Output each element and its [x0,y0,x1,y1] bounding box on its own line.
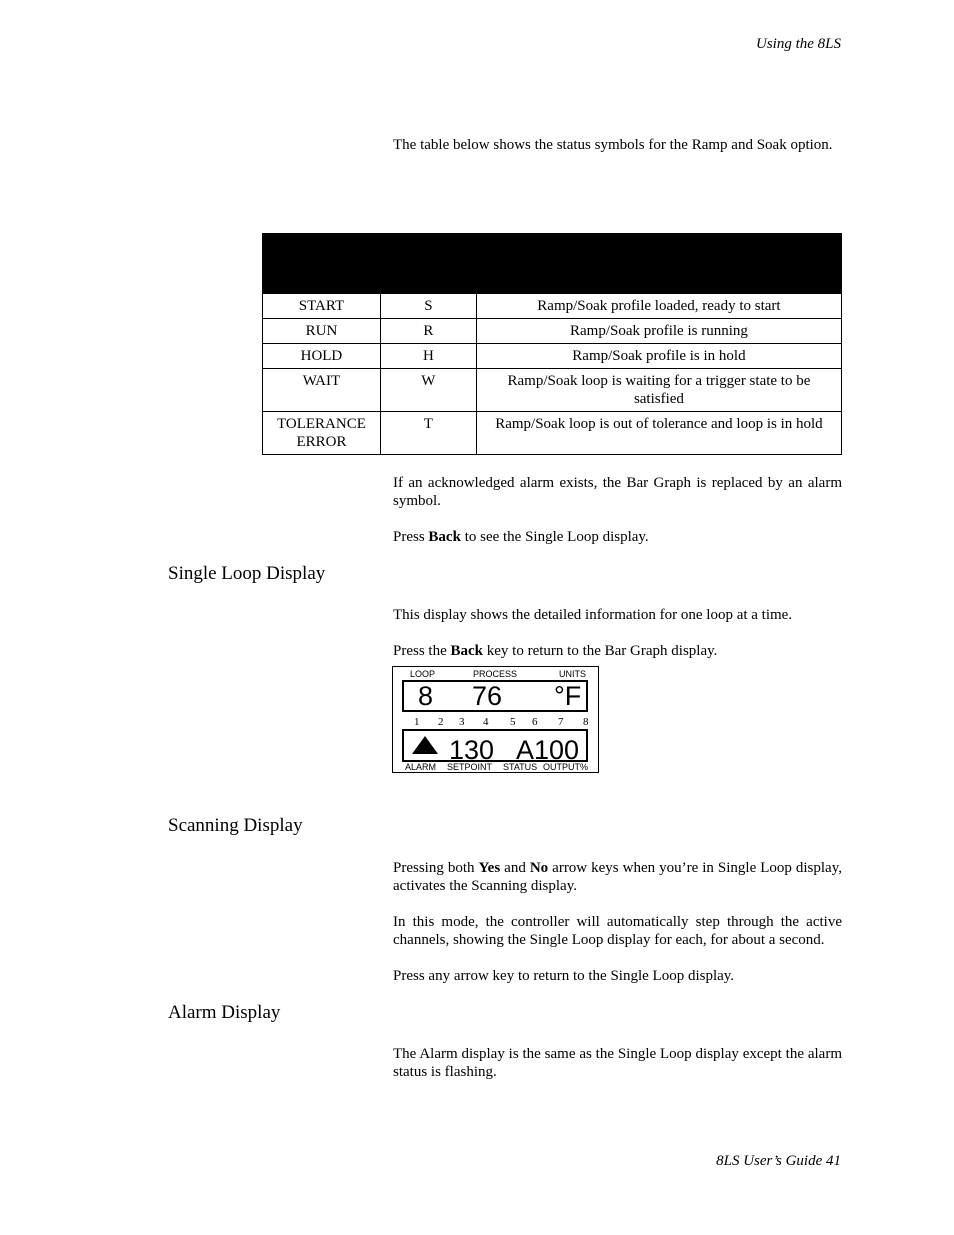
symbol-cell: W [380,369,476,412]
status-label: STATUS [503,762,538,772]
scanning-paragraph-1: Pressing both Yes and No arrow keys when you’re in Single Loop display, activates the Scanning display. [393,860,842,894]
symbol-cell: T [380,412,476,455]
press-back-paragraph: Press Back to see the Single Loop display. [393,529,649,545]
single-loop-lcd-figure [392,666,599,773]
setpoint-label: SETPOINT [447,762,493,772]
setpoint-value-readout: 130 [449,735,495,762]
single-loop-paragraph: This display shows the detailed information for one loop at a time. [393,607,793,623]
single-loop-heading: Single Loop Display [168,563,326,584]
alarm-display-heading: Alarm Display [168,1002,281,1023]
alarm-triangle-icon [412,736,438,754]
process-readout-box [402,680,588,712]
description-cell: Ramp/Soak loop is out of tolerance and loop is in hold [476,412,841,455]
alarm-display-paragraph: The Alarm display is the same as the Single Loop display except the alarm status is flashing. [393,1046,842,1080]
symbol-cell: R [380,319,476,344]
status-cell: HOLD [263,344,381,369]
table-row [263,319,842,344]
table-row [263,412,842,455]
units-label: UNITS [559,669,586,679]
page-footer: 8LS User’s Guide 41 [716,1153,841,1169]
channel-number: 8 [583,716,589,728]
status-cell: WAIT [263,369,381,412]
table-header-cell [380,234,476,294]
loop-label: LOOP [410,669,436,679]
description-cell: Ramp/Soak loop is waiting for a trigger state to be satisfied [476,369,841,412]
status-cell: START [263,294,381,319]
loop-number-readout: 8 [418,681,434,711]
channel-number: 3 [459,716,465,728]
setpoint-readout-box [402,729,588,762]
description-cell: Ramp/Soak profile is running [476,319,841,344]
intro-paragraph: The table below shows the status symbols for the Ramp and Soak option. [393,137,833,153]
symbol-cell: S [380,294,476,319]
scanning-heading: Scanning Display [168,815,303,836]
table-row [263,294,842,319]
page-header: Using the 8LS [755,36,841,52]
scanning-paragraph-2: In this mode, the controller will automatically step through the active channels, showing the Single Loop display for each, for about a second. [393,914,842,948]
channel-number: 1 [414,716,420,728]
status-cell: RUN [263,319,381,344]
single-loop-back-paragraph: Press the Back key to return to the Bar Graph display. [393,643,718,659]
process-value-readout: 76 [472,681,503,711]
output-label: OUTPUT% [543,762,588,772]
description-cell: Ramp/Soak profile is in hold [476,344,841,369]
channel-number: 7 [558,716,564,728]
status-symbol-table [262,233,842,455]
channel-number: 2 [438,716,444,728]
table-row [263,344,842,369]
table-header-row [263,234,842,294]
units-readout: °F [554,681,582,711]
table-row [263,369,842,412]
status-output-readout: A100 [516,735,580,762]
alarm-label: ALARM [405,762,437,772]
channel-number: 6 [532,716,538,728]
channel-number: 5 [510,716,516,728]
status-cell: TOLERANCE ERROR [263,412,381,455]
alarm-note-paragraph: If an acknowledged alarm exists, the Bar Graph is replaced by an alarm symbol. [393,475,842,509]
description-cell: Ramp/Soak profile loaded, ready to start [476,294,841,319]
table-header-cell [263,234,381,294]
table-header-cell [476,234,841,294]
scanning-paragraph-3: Press any arrow key to return to the Single Loop display. [393,968,735,984]
symbol-cell: H [380,344,476,369]
channel-number: 4 [483,716,489,728]
process-label: PROCESS [473,669,518,679]
